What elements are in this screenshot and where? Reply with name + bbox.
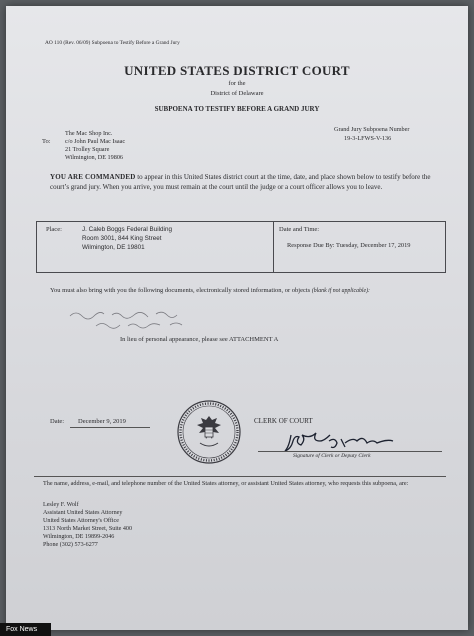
command-text: to appear in this United States district court at the time, date, and place shown below to testify before the court’s grand jury. When you arrive, you must remain at the court until the judge or a court officer allows you to leave.	[50, 173, 431, 191]
signature-line	[258, 451, 442, 452]
attorney-line: Assistant United States Attorney	[43, 510, 123, 516]
section-divider	[34, 476, 446, 477]
signature-caption: Signature of Clerk or Deputy Clerk	[293, 453, 371, 459]
recipient-line: c/o John Paul Mac Isaac	[65, 138, 126, 145]
for-the-text: for the	[228, 80, 246, 87]
to-label: To:	[42, 138, 51, 145]
date-underline	[70, 427, 150, 428]
recipient-line: 21 Trolley Square	[65, 146, 110, 153]
form-code: AO 110 (Rev. 06/09) Subpoena to Testify Before a Grand Jury	[45, 40, 180, 46]
district-name: District of Delaware	[210, 90, 264, 97]
subpoena-number: 19-3-LFWS-V-136	[344, 135, 392, 142]
place-line: Wilmington, DE 19801	[82, 244, 145, 251]
lieu-text: In lieu of personal appearance, please see ATTACHMENT A	[120, 336, 279, 343]
attorney-intro: The name, address, e-mail, and telephone number of the United States attorney, or assistant United States attorney, who requests this subpoena, are:	[43, 480, 409, 487]
table-divider	[273, 222, 274, 272]
date-label: Date:	[50, 418, 65, 425]
handwritten-scribble	[66, 308, 236, 332]
date-value: December 9, 2019	[78, 418, 126, 425]
datetime-value: Response Due By: Tuesday, December 17, 2019	[287, 242, 411, 249]
recipient-line: Wilmington, DE 19806	[65, 154, 124, 161]
recipient-line: The Mac Shop Inc.	[65, 130, 113, 137]
attorney-line: Phone (302) 573-6277	[43, 542, 98, 548]
documents-note: (blank if not applicable):	[311, 288, 370, 294]
attorney-line: United States Attorney's Office	[43, 518, 119, 524]
place-label: Place:	[46, 226, 62, 233]
documents-paragraph	[50, 286, 444, 297]
subpoena-number-label: Grand Jury Subpoena Number	[334, 126, 410, 133]
attorney-line: 1313 North Market Street, Suite 400	[43, 526, 133, 532]
subpoena-document	[6, 6, 468, 630]
datetime-label: Date and Time:	[279, 226, 320, 233]
document-title: SUBPOENA TO TESTIFY BEFORE A GRAND JURY	[154, 105, 320, 113]
attorney-line: Wilmington, DE 19899-2046	[43, 534, 115, 540]
appearance-table	[36, 221, 446, 273]
source-badge: Fox News	[0, 623, 51, 636]
place-line: J. Caleb Boggs Federal Building	[82, 226, 172, 233]
place-line: Room 3001, 844 King Street	[82, 235, 162, 242]
court-name: UNITED STATES DISTRICT COURT	[124, 63, 350, 78]
command-paragraph	[50, 173, 445, 192]
documents-text: You must also bring with you the following documents, electronically stored information, or objects	[50, 287, 311, 294]
court-seal-icon	[176, 399, 242, 465]
clerk-label: CLERK OF COURT	[254, 417, 313, 425]
attorney-line: Lesley F. Wolf	[43, 502, 79, 508]
command-emphasis: YOU ARE COMMANDED	[50, 173, 136, 181]
